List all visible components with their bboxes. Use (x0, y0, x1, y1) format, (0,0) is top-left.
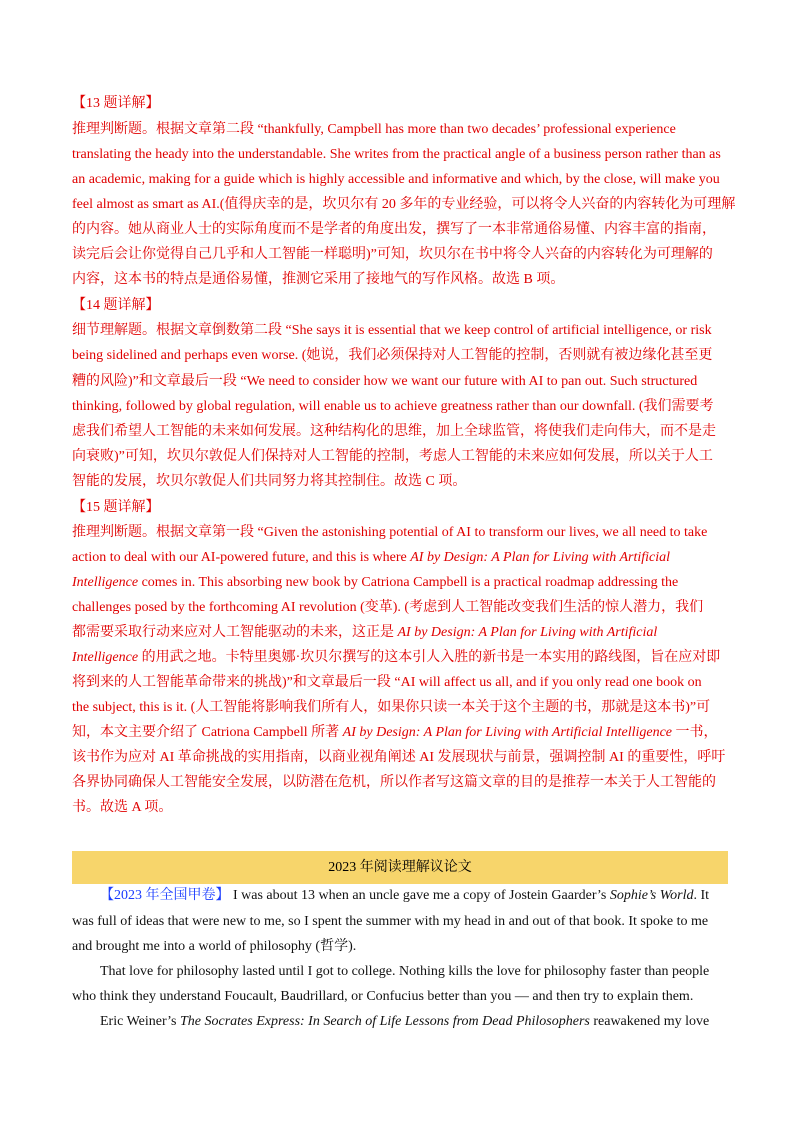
q13-line: 的内容。她从商业人士的实际角度而不是学者的角度出发，撰写了一本非常通俗易懂、内容丰富的指南， (72, 222, 716, 237)
passage-line (100, 1014, 760, 1030)
q14-heading: 【14 题详解】 (72, 298, 160, 313)
q14-line: 糟的风险)”和文章最后一段 “We need to consider how we want our future with AI to pan out. Such structured (72, 374, 698, 389)
q15-line: 推理判断题。根据文章第一段 “Given the astonishing potential of AI to transform our lives, we all need to take (72, 525, 708, 540)
passage-text: I was about 13 when an uncle gave me a copy of Jostein Gaarder’s (229, 888, 610, 903)
passage-text: Eric Weiner’s (100, 1014, 180, 1029)
passage-line: That love for philosophy lasted until I got to college. Nothing kills the love for philosophy faster than people (100, 964, 710, 979)
book-title: AI by Design: A Plan for Living with Artificial (397, 625, 658, 640)
q15-line (72, 650, 732, 666)
q14-line: thinking, followed by global regulation, will enable us to achieve greatness rather than our downfall. (我们需要考 (72, 399, 714, 414)
q13-line: 读完后会让你觉得自己几乎和人工智能一样聪明)”可知，坎贝尔在书中将令人兴奋的内容转化为可理解的 (72, 247, 713, 262)
book-title: AI by Design: A Plan for Living with Artificial Intelligence (342, 725, 673, 740)
q13-line: 内容，这本书的特点是通俗易懂，推测它采用了接地气的写作风格。故选 B 项。 (72, 272, 565, 287)
q14-line: being sidelined and perhaps even worse. (她说，我们必须保持对人工智能的控制，否则就有被边缘化甚至更 (72, 348, 713, 363)
q15-line (72, 550, 732, 566)
q15-text: 都需要采取行动来应对人工智能驱动的未来，这正是 (72, 625, 398, 640)
passage-line: was full of ideas that were new to me, so I spent the summer with my head in and out of that book. It spoke to me (72, 914, 709, 929)
q13-line: feel almost as smart as AI.(值得庆幸的是，坎贝尔有 20 多年的专业经验，可以将令人兴奋的内容转化为可理解 (72, 197, 736, 212)
q15-line (72, 575, 732, 591)
q15-line: 该书作为应对 AI 革命挑战的实用指南，以商业视角阐述 AI 发展现状与前景，强调控制 AI 的重要性，呼吁 (72, 750, 726, 765)
book-title: Intelligence (72, 650, 139, 665)
passage-line: who think they understand Foucault, Baudrillard, or Confucius better than you — and then try to explain them. (72, 989, 694, 1004)
q14-line: 向衰败)”可知，坎贝尔敦促人们保持对人工智能的控制，考虑人工智能的未来应如何发展，所以关于人工 (72, 449, 713, 464)
passage-text: reawakened my love (589, 1014, 710, 1029)
exam-source-tag: 【2023 年全国甲卷】 (100, 888, 230, 903)
q13-line: 推理判断题。根据文章第二段 “thankfully, Campbell has more than two decades’ professional experience (72, 122, 676, 137)
q15-line (72, 625, 732, 641)
passage-line (100, 888, 760, 904)
q15-line: 各界协同确保人工智能安全发展，以防潜在危机，所以作者写这篇文章的目的是推荐一本关于人工智能的 (72, 775, 716, 790)
q13-line: translating the heady into the understandable. She writes from the practical angle of a business person rather than as (72, 147, 721, 162)
section-header-band (72, 851, 728, 884)
book-title: Sophie’s World (609, 888, 694, 903)
book-title: Intelligence (72, 575, 139, 590)
q15-line: challenges posed by the forthcoming AI revolution (变革). (考虑到人工智能改变我们生活的惊人潜力，我们 (72, 600, 704, 615)
q13-line: an academic, making for a guide which is highly accessible and informative and which, by the close, will make you (72, 172, 720, 187)
passage-line: and brought me into a world of philosophy (哲学). (72, 939, 357, 954)
q14-line: 虑我们希望人工智能的未来如何发展。这种结构化的思维，加上全球监管，将使我们走向伟大，而不是走 (72, 424, 716, 439)
q15-line (72, 725, 732, 741)
q13-heading: 【13 题详解】 (72, 96, 160, 111)
q15-line: the subject, this is it. (人工智能将影响我们所有人，如果你只读一本关于这个主题的书，那就是这本书)”可 (72, 700, 711, 715)
book-title: AI by Design: A Plan for Living with Artificial (410, 550, 671, 565)
q15-text: 知，本文主要介绍了 Catriona Campbell 所著 (72, 725, 343, 740)
book-title: The Socrates Express: In Search of Life Lessons from Dead Philosophers (180, 1014, 590, 1029)
section-title: 2023 年阅读理解议论文 (328, 860, 472, 875)
q15-text: comes in. This absorbing new book by Catriona Campbell is a practical roadmap addressing the (138, 575, 679, 590)
q15-text: 的用武之地。卡特里奥娜·坎贝尔撰写的这本引人入胜的新书是一本实用的路线图，旨在应对即 (138, 650, 721, 665)
q15-line: 将到来的人工智能革命带来的挑战)”和文章最后一段 “AI will affect us all, and if you only read one book on (72, 675, 702, 690)
q15-heading: 【15 题详解】 (72, 500, 160, 515)
q14-line: 细节理解题。根据文章倒数第二段 “She says it is essential that we keep control of artificial intelligence, or risk (72, 323, 712, 338)
q15-text: 一书， (672, 725, 718, 740)
q15-line: 书。故选 A 项。 (72, 800, 173, 815)
passage-text: . It (693, 888, 710, 903)
q14-line: 智能的发展，坎贝尔敦促人们共同努力将其控制住。故选 C 项。 (72, 474, 467, 489)
q15-text: action to deal with our AI-powered future, and this is where (72, 550, 411, 565)
